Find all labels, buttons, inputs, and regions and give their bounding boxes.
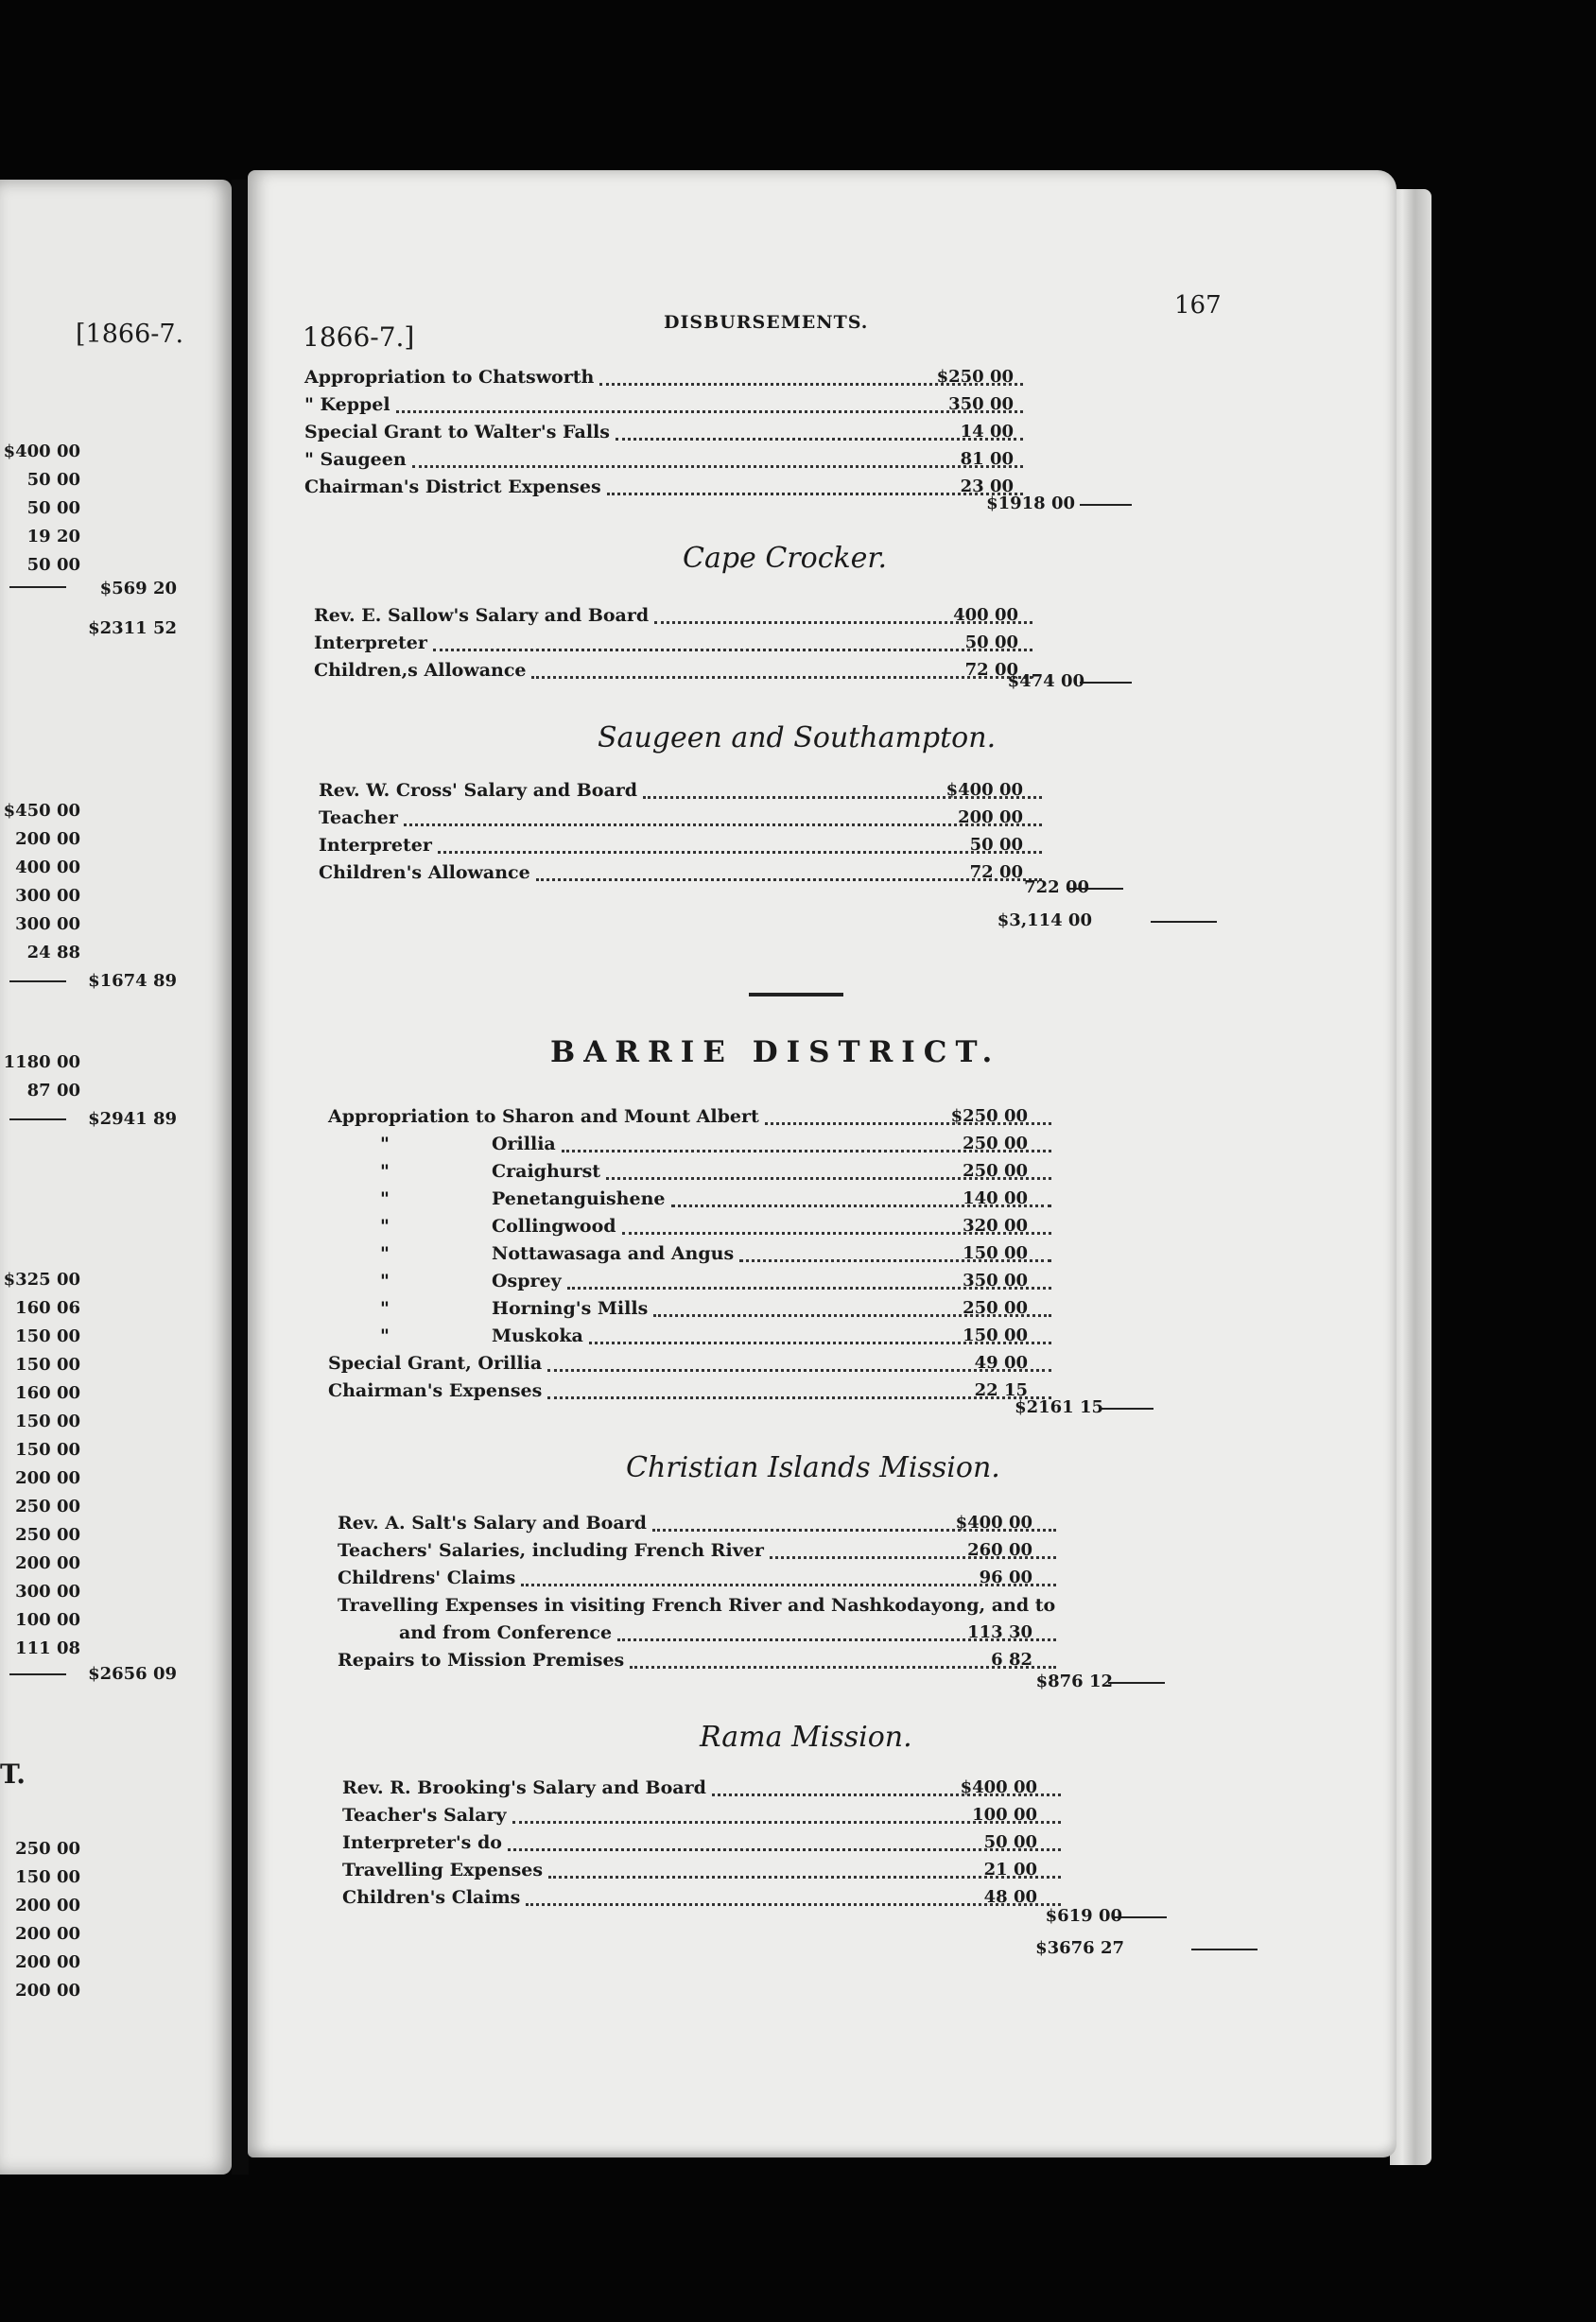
ledger-amount: 350 00 <box>948 394 1014 414</box>
right-page <box>248 170 1396 2157</box>
left-amount: 50 00 <box>26 470 80 490</box>
ledger-amount: 22 15 <box>974 1380 1028 1400</box>
ditto-mark: " <box>380 1271 390 1291</box>
ledger-label: Appropriation to Sharon and Mount Albert <box>328 1106 759 1127</box>
christian-islands-heading: Christian Islands Mission. <box>626 1451 1000 1484</box>
ledger-label: Interpreter's do <box>342 1832 502 1853</box>
left-amount: 300 00 <box>15 914 80 934</box>
left-amount: 50 00 <box>26 555 80 575</box>
page-number: 167 <box>1174 291 1222 320</box>
ledger-amount: $250 00 <box>936 367 1014 387</box>
ledger-label: Muskoka <box>492 1326 583 1346</box>
leader-dots <box>536 878 1042 881</box>
section-total: $1918 00 <box>986 494 1075 513</box>
left-amount: 24 88 <box>26 943 80 962</box>
left-amount: 200 00 <box>15 1468 80 1488</box>
ledger-amount: 100 00 <box>972 1805 1037 1825</box>
ledger-label: Travelling Expenses <box>342 1860 544 1880</box>
section-total: $474 00 <box>1007 671 1084 691</box>
ledger-amount: 50 00 <box>983 1832 1037 1852</box>
ditto-mark: " <box>380 1326 390 1346</box>
ledger-label: Children's Allowance <box>319 862 530 883</box>
ledger-label: Repairs to Mission Premises <box>338 1650 625 1671</box>
ledger-label: " Saugeen <box>304 449 407 470</box>
page-title: DISBURSEMENTS. <box>664 312 869 333</box>
leader-dots <box>531 676 1032 679</box>
ledger-label: Interpreter <box>314 632 427 653</box>
subtotal-rule <box>1108 1682 1165 1684</box>
left-amount: 87 00 <box>26 1081 80 1100</box>
section-total: $619 00 <box>1045 1906 1122 1926</box>
grand-total: $3676 27 <box>1035 1938 1124 1958</box>
ledger-amount: 96 00 <box>979 1568 1032 1587</box>
ledger-amount: 50 00 <box>964 632 1018 652</box>
section-total: $2161 15 <box>1015 1397 1103 1417</box>
ledger-label: Teachers' Salaries, including French River <box>338 1540 764 1561</box>
ditto-mark: " <box>380 1243 390 1264</box>
ledger-label: Rev. W. Cross' Salary and Board <box>319 780 638 801</box>
ledger-label: Craighurst <box>492 1161 601 1182</box>
ledger-label: Rev. E. Sallow's Salary and Board <box>314 605 650 626</box>
ledger-amount: 260 00 <box>967 1540 1032 1560</box>
ledger-amount: 250 00 <box>963 1298 1028 1318</box>
page-year: 1866-7.] <box>303 321 415 353</box>
ditto-mark: " <box>380 1161 390 1182</box>
barrie-district-heading: BARRIE DISTRICT. <box>550 1035 1001 1069</box>
ledger-amount: $250 00 <box>950 1106 1028 1126</box>
ledger-label: Horning's Mills <box>492 1298 649 1319</box>
left-amount: 50 00 <box>26 498 80 518</box>
subtotal-rule <box>1191 1949 1258 1950</box>
ledger-amount: 72 00 <box>969 862 1023 882</box>
left-amount: 200 00 <box>15 1896 80 1915</box>
ledger-amount: 140 00 <box>963 1188 1028 1208</box>
ledger-amount: 250 00 <box>963 1161 1028 1181</box>
left-page-header: [1866-7. <box>76 320 184 349</box>
left-amount: 400 00 <box>15 858 80 877</box>
left-amount: 160 00 <box>15 1383 80 1403</box>
left-amount: 150 00 <box>15 1867 80 1887</box>
left-total: $569 20 <box>99 579 177 598</box>
ditto-mark: " <box>380 1216 390 1237</box>
left-amount: $325 00 <box>3 1270 80 1290</box>
ledger-amount: 200 00 <box>958 807 1023 827</box>
left-amount: 300 00 <box>15 886 80 906</box>
left-amount: 150 00 <box>15 1440 80 1460</box>
ledger-amount: 150 00 <box>963 1243 1028 1263</box>
ledger-amount: 21 00 <box>983 1860 1037 1880</box>
left-amount: 19 20 <box>26 527 80 546</box>
left-page <box>0 180 232 2175</box>
left-amount: $450 00 <box>3 801 80 821</box>
left-amount: 200 00 <box>15 829 80 849</box>
ledger-amount: 400 00 <box>953 605 1018 625</box>
ledger-label: Penetanguishene <box>492 1188 666 1209</box>
leader-dots <box>433 649 1032 651</box>
section-total: 722 00 <box>1024 877 1089 897</box>
section-divider <box>749 993 843 996</box>
ledger-label: Special Grant to Walter's Falls <box>304 422 610 442</box>
ledger-label: Teacher's Salary <box>342 1805 507 1826</box>
ledger-label: " Keppel <box>304 394 390 415</box>
saugeen-heading: Saugeen and Southampton. <box>598 721 997 754</box>
leader-dots <box>396 410 1023 413</box>
leader-dots <box>412 465 1023 468</box>
ledger-amount: 250 00 <box>963 1134 1028 1153</box>
ledger-amount: $400 00 <box>955 1513 1032 1533</box>
leader-dots <box>526 1903 1061 1906</box>
ledger-label: Rev. A. Salt's Salary and Board <box>338 1513 647 1534</box>
ledger-amount: 113 30 <box>967 1622 1032 1642</box>
left-total: $1674 89 <box>88 971 177 991</box>
left-page-fragment: T. <box>0 1759 26 1790</box>
left-amount: 150 00 <box>15 1326 80 1346</box>
ledger-label: Children,s Allowance <box>314 660 527 681</box>
left-amount: 100 00 <box>15 1610 80 1630</box>
left-total-rule <box>9 1673 66 1675</box>
ledger-amount: 14 00 <box>960 422 1014 442</box>
ledger-label: Chairman's Expenses <box>328 1380 543 1401</box>
ledger-label: Travelling Expenses in visiting French River and Nashkodayong, and to <box>338 1595 1056 1616</box>
rama-mission-heading: Rama Mission. <box>700 1721 912 1754</box>
leader-dots <box>508 1848 1061 1851</box>
ledger-amount: $400 00 <box>945 780 1023 800</box>
ledger-label: Chairman's District Expenses <box>304 477 601 497</box>
ledger-amount: 23 00 <box>960 477 1014 496</box>
ledger-label: Collingwood <box>492 1216 616 1237</box>
leader-dots <box>438 851 1042 854</box>
ledger-amount: 72 00 <box>964 660 1018 680</box>
ledger-amount: 350 00 <box>963 1271 1028 1291</box>
ledger-amount: 48 00 <box>983 1887 1037 1907</box>
ledger-label: Rev. R. Brooking's Salary and Board <box>342 1777 706 1798</box>
left-amount: 200 00 <box>15 1981 80 2001</box>
ledger-amount: 81 00 <box>960 449 1014 469</box>
left-amount: 300 00 <box>15 1582 80 1602</box>
subtotal-rule <box>1080 682 1132 684</box>
book-gutter <box>232 180 249 2175</box>
ledger-label: Children's Claims <box>342 1887 521 1908</box>
subtotal-rule <box>1099 1408 1154 1410</box>
left-total-rule <box>9 586 66 588</box>
left-amount: 150 00 <box>15 1355 80 1375</box>
left-total-rule <box>9 1118 66 1120</box>
ditto-mark: " <box>380 1134 390 1154</box>
ledger-amount: 6 82 <box>991 1650 1032 1670</box>
left-total-rule <box>9 980 66 982</box>
ledger-label: Nottawasaga and Angus <box>492 1243 735 1264</box>
left-amount: $400 00 <box>3 442 80 461</box>
subtotal-rule <box>1151 921 1217 923</box>
left-amount: 250 00 <box>15 1525 80 1545</box>
left-amount: 250 00 <box>15 1497 80 1516</box>
left-amount: 200 00 <box>15 1924 80 1944</box>
left-amount: 250 00 <box>15 1839 80 1859</box>
ledger-label: Orillia <box>492 1134 556 1154</box>
left-total: $2311 52 <box>88 618 177 638</box>
section-total: $876 12 <box>1035 1672 1113 1691</box>
left-total: $2941 89 <box>88 1109 177 1129</box>
ledger-label: Teacher <box>319 807 398 828</box>
cape-crocker-heading: Cape Crocker. <box>683 542 888 575</box>
ledger-label: Childrens' Claims <box>338 1568 516 1588</box>
left-amount: 200 00 <box>15 1952 80 1972</box>
ledger-label: Osprey <box>492 1271 562 1291</box>
left-total: $2656 09 <box>88 1664 177 1684</box>
ledger-amount: 150 00 <box>963 1326 1028 1345</box>
ledger-label: Appropriation to Chatsworth <box>304 367 595 388</box>
ledger-label: Special Grant, Orillia <box>328 1353 543 1374</box>
left-amount: 1180 00 <box>3 1052 80 1072</box>
leader-dots <box>404 823 1042 826</box>
ledger-amount: $400 00 <box>960 1777 1037 1797</box>
ledger-amount: 49 00 <box>974 1353 1028 1373</box>
grand-total: $3,114 00 <box>997 910 1092 930</box>
subtotal-rule <box>1115 1916 1167 1918</box>
left-amount: 150 00 <box>15 1412 80 1431</box>
ditto-mark: " <box>380 1298 390 1319</box>
ledger-amount: 320 00 <box>963 1216 1028 1236</box>
left-amount: 111 08 <box>15 1638 80 1658</box>
subtotal-rule <box>1080 504 1132 506</box>
ditto-mark: " <box>380 1188 390 1209</box>
left-amount: 200 00 <box>15 1553 80 1573</box>
leader-dots <box>521 1584 1056 1586</box>
ledger-amount: 50 00 <box>969 835 1023 855</box>
ledger-label: Interpreter <box>319 835 432 856</box>
left-amount: 160 06 <box>15 1298 80 1318</box>
ledger-label: and from Conference <box>399 1622 613 1643</box>
